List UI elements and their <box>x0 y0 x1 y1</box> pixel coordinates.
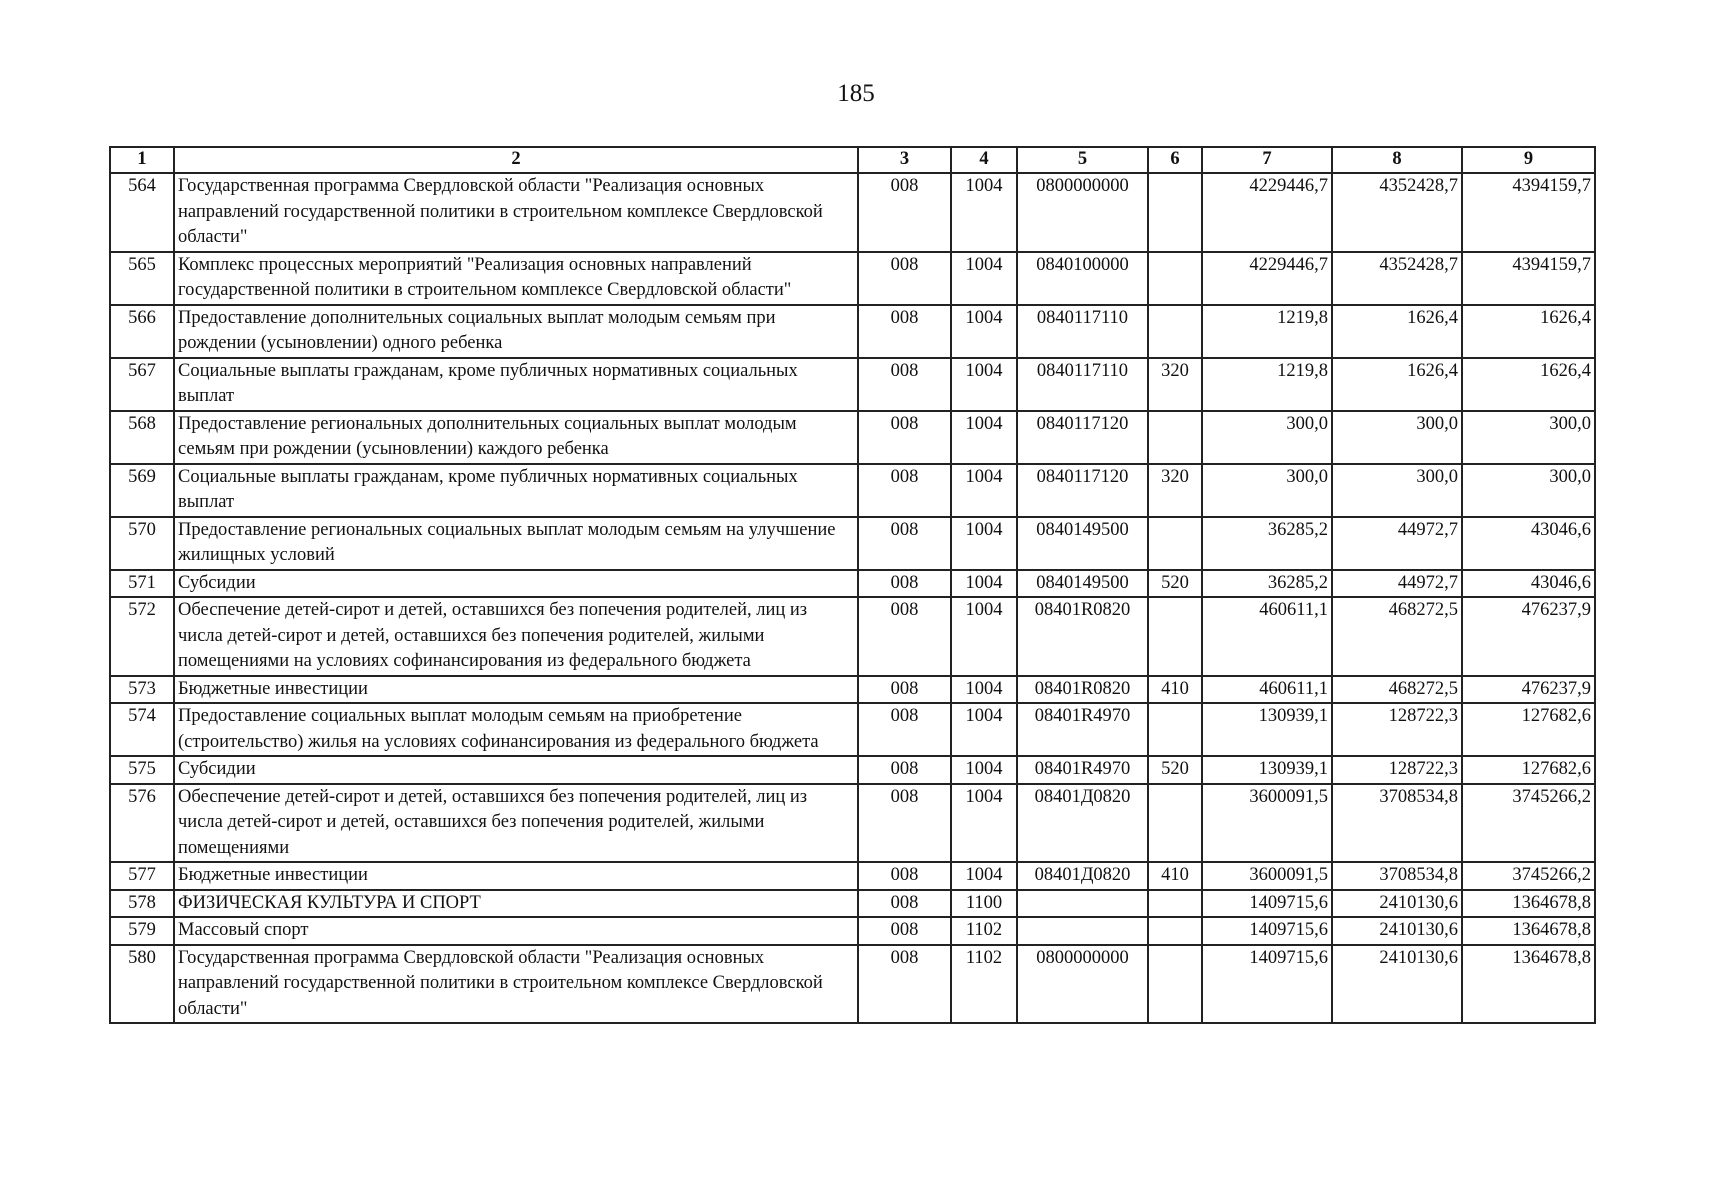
row-name-cell: Социальные выплаты гражданам, кроме публичных нормативных социальных выплат <box>174 358 858 411</box>
header-cell: 1 <box>110 147 174 173</box>
table-row <box>110 917 1595 945</box>
row-number-cell: 578 <box>110 890 174 918</box>
section-code-cell: 1004 <box>951 676 1017 704</box>
section-code-cell: 1004 <box>951 784 1017 863</box>
amount-cell-year-1: 3600091,5 <box>1202 862 1332 890</box>
amount-cell-year-2: 2410130,6 <box>1332 917 1462 945</box>
row-number-cell: 569 <box>110 464 174 517</box>
row-number-cell: 573 <box>110 676 174 704</box>
expense-type-cell: 410 <box>1148 862 1202 890</box>
header-cell: 2 <box>174 147 858 173</box>
row-number-cell: 574 <box>110 703 174 756</box>
expense-type-cell: 320 <box>1148 358 1202 411</box>
table-row <box>110 676 1595 704</box>
amount-cell-year-1: 1219,8 <box>1202 305 1332 358</box>
amount-cell-year-2: 128722,3 <box>1332 703 1462 756</box>
expense-type-cell <box>1148 703 1202 756</box>
amount-cell-year-2: 44972,7 <box>1332 570 1462 598</box>
expense-type-cell <box>1148 784 1202 863</box>
amount-cell-year-1: 460611,1 <box>1202 597 1332 676</box>
amount-cell-year-3: 1364678,8 <box>1462 917 1595 945</box>
section-code-cell: 1004 <box>951 252 1017 305</box>
expense-type-cell <box>1148 173 1202 252</box>
row-number-cell: 579 <box>110 917 174 945</box>
amount-cell-year-2: 2410130,6 <box>1332 945 1462 1024</box>
target-code-cell <box>1017 890 1148 918</box>
row-name-cell: Субсидии <box>174 756 858 784</box>
row-name-cell: Бюджетные инвестиции <box>174 862 858 890</box>
amount-cell-year-2: 300,0 <box>1332 411 1462 464</box>
ministry-code-cell: 008 <box>858 517 951 570</box>
row-name-cell: Комплекс процессных мероприятий "Реализация основных направлений государственной политики в строительном комплексе Свердловской области" <box>174 252 858 305</box>
row-name-cell: Государственная программа Свердловской области "Реализация основных направлений государственной политики в строительном комплексе Свердловской области" <box>174 945 858 1024</box>
row-number-cell: 564 <box>110 173 174 252</box>
amount-cell-year-3: 476237,9 <box>1462 597 1595 676</box>
amount-cell-year-3: 4394159,7 <box>1462 252 1595 305</box>
target-code-cell: 0840117110 <box>1017 358 1148 411</box>
row-number-cell: 565 <box>110 252 174 305</box>
expense-type-cell <box>1148 252 1202 305</box>
ministry-code-cell: 008 <box>858 358 951 411</box>
table-row <box>110 464 1595 517</box>
section-code-cell: 1004 <box>951 464 1017 517</box>
table-row <box>110 597 1595 676</box>
target-code-cell: 0840100000 <box>1017 252 1148 305</box>
table-row <box>110 756 1595 784</box>
ministry-code-cell: 008 <box>858 464 951 517</box>
row-name-cell: Предоставление дополнительных социальных выплат молодым семьям при рождении (усыновлении) одного ребенка <box>174 305 858 358</box>
target-code-cell: 08401R0820 <box>1017 676 1148 704</box>
row-number-cell: 570 <box>110 517 174 570</box>
section-code-cell: 1102 <box>951 917 1017 945</box>
row-number-cell: 572 <box>110 597 174 676</box>
amount-cell-year-2: 44972,7 <box>1332 517 1462 570</box>
ministry-code-cell: 008 <box>858 703 951 756</box>
ministry-code-cell: 008 <box>858 862 951 890</box>
section-code-cell: 1004 <box>951 756 1017 784</box>
header-cell: 6 <box>1148 147 1202 173</box>
ministry-code-cell: 008 <box>858 305 951 358</box>
amount-cell-year-2: 468272,5 <box>1332 676 1462 704</box>
target-code-cell: 0840149500 <box>1017 517 1148 570</box>
amount-cell-year-2: 3708534,8 <box>1332 862 1462 890</box>
ministry-code-cell: 008 <box>858 411 951 464</box>
section-code-cell: 1100 <box>951 890 1017 918</box>
section-code-cell: 1004 <box>951 597 1017 676</box>
amount-cell-year-2: 128722,3 <box>1332 756 1462 784</box>
amount-cell-year-3: 3745266,2 <box>1462 784 1595 863</box>
amount-cell-year-1: 36285,2 <box>1202 570 1332 598</box>
ministry-code-cell: 008 <box>858 252 951 305</box>
table-row <box>110 252 1595 305</box>
table-row <box>110 862 1595 890</box>
row-name-cell: Субсидии <box>174 570 858 598</box>
ministry-code-cell: 008 <box>858 676 951 704</box>
expense-type-cell <box>1148 411 1202 464</box>
ministry-code-cell: 008 <box>858 173 951 252</box>
table-row <box>110 890 1595 918</box>
row-name-cell: Предоставление социальных выплат молодым семьям на приобретение (строительство) жилья на условиях софинансирования из федерального бюджета <box>174 703 858 756</box>
target-code-cell: 0840117120 <box>1017 464 1148 517</box>
row-name-cell: Предоставление региональных социальных выплат молодым семьям на улучшение жилищных условий <box>174 517 858 570</box>
amount-cell-year-2: 300,0 <box>1332 464 1462 517</box>
amount-cell-year-3: 476237,9 <box>1462 676 1595 704</box>
target-code-cell: 0840117120 <box>1017 411 1148 464</box>
expense-type-cell <box>1148 917 1202 945</box>
header-cell: 7 <box>1202 147 1332 173</box>
amount-cell-year-3: 4394159,7 <box>1462 173 1595 252</box>
amount-cell-year-3: 300,0 <box>1462 411 1595 464</box>
amount-cell-year-3: 3745266,2 <box>1462 862 1595 890</box>
section-code-cell: 1004 <box>951 517 1017 570</box>
section-code-cell: 1102 <box>951 945 1017 1024</box>
section-code-cell: 1004 <box>951 173 1017 252</box>
expense-type-cell: 410 <box>1148 676 1202 704</box>
row-number-cell: 576 <box>110 784 174 863</box>
amount-cell-year-2: 4352428,7 <box>1332 252 1462 305</box>
amount-cell-year-1: 4229446,7 <box>1202 252 1332 305</box>
table-row <box>110 784 1595 863</box>
table-row <box>110 411 1595 464</box>
row-number-cell: 568 <box>110 411 174 464</box>
amount-cell-year-2: 4352428,7 <box>1332 173 1462 252</box>
section-code-cell: 1004 <box>951 411 1017 464</box>
ministry-code-cell: 008 <box>858 917 951 945</box>
section-code-cell: 1004 <box>951 703 1017 756</box>
ministry-code-cell: 008 <box>858 784 951 863</box>
target-code-cell: 0840149500 <box>1017 570 1148 598</box>
header-cell: 4 <box>951 147 1017 173</box>
amount-cell-year-1: 1409715,6 <box>1202 917 1332 945</box>
amount-cell-year-1: 300,0 <box>1202 411 1332 464</box>
amount-cell-year-1: 130939,1 <box>1202 756 1332 784</box>
row-number-cell: 567 <box>110 358 174 411</box>
header-cell: 3 <box>858 147 951 173</box>
row-name-cell: Государственная программа Свердловской области "Реализация основных направлений государственной политики в строительном комплексе Свердловской области" <box>174 173 858 252</box>
amount-cell-year-3: 127682,6 <box>1462 756 1595 784</box>
row-name-cell: Предоставление региональных дополнительных социальных выплат молодым семьям при рождении (усыновлении) каждого ребенка <box>174 411 858 464</box>
header-cell: 8 <box>1332 147 1462 173</box>
row-name-cell: ФИЗИЧЕСКАЯ КУЛЬТУРА И СПОРТ <box>174 890 858 918</box>
ministry-code-cell: 008 <box>858 597 951 676</box>
header-row <box>110 147 1595 173</box>
row-number-cell: 577 <box>110 862 174 890</box>
table-row <box>110 305 1595 358</box>
target-code-cell: 08401Д0820 <box>1017 784 1148 863</box>
amount-cell-year-1: 1409715,6 <box>1202 945 1332 1024</box>
target-code-cell: 08401R4970 <box>1017 756 1148 784</box>
amount-cell-year-3: 43046,6 <box>1462 570 1595 598</box>
amount-cell-year-1: 300,0 <box>1202 464 1332 517</box>
row-name-cell: Массовый спорт <box>174 917 858 945</box>
ministry-code-cell: 008 <box>858 570 951 598</box>
header-cell: 5 <box>1017 147 1148 173</box>
amount-cell-year-1: 1409715,6 <box>1202 890 1332 918</box>
target-code-cell: 08401R0820 <box>1017 597 1148 676</box>
section-code-cell: 1004 <box>951 305 1017 358</box>
table-row <box>110 517 1595 570</box>
row-name-cell: Социальные выплаты гражданам, кроме публичных нормативных социальных выплат <box>174 464 858 517</box>
target-code-cell: 08401R4970 <box>1017 703 1148 756</box>
target-code-cell: 0800000000 <box>1017 173 1148 252</box>
row-name-cell: Обеспечение детей-сирот и детей, оставшихся без попечения родителей, лиц из числа детей-сирот и детей, оставшихся без попечения родителей, жилыми помещениями <box>174 784 858 863</box>
section-code-cell: 1004 <box>951 570 1017 598</box>
amount-cell-year-1: 460611,1 <box>1202 676 1332 704</box>
row-number-cell: 571 <box>110 570 174 598</box>
target-code-cell: 0840117110 <box>1017 305 1148 358</box>
header-cell: 9 <box>1462 147 1595 173</box>
amount-cell-year-3: 1364678,8 <box>1462 945 1595 1024</box>
expense-type-cell <box>1148 597 1202 676</box>
table-body <box>110 173 1595 1023</box>
amount-cell-year-1: 36285,2 <box>1202 517 1332 570</box>
amount-cell-year-2: 2410130,6 <box>1332 890 1462 918</box>
table-row <box>110 358 1595 411</box>
row-number-cell: 580 <box>110 945 174 1024</box>
expense-type-cell: 520 <box>1148 756 1202 784</box>
amount-cell-year-3: 1626,4 <box>1462 358 1595 411</box>
amount-cell-year-1: 3600091,5 <box>1202 784 1332 863</box>
amount-cell-year-3: 300,0 <box>1462 464 1595 517</box>
amount-cell-year-3: 127682,6 <box>1462 703 1595 756</box>
expense-type-cell <box>1148 517 1202 570</box>
row-name-cell: Обеспечение детей-сирот и детей, оставшихся без попечения родителей, лиц из числа детей-сирот и детей, оставшихся без попечения родителей, жилыми помещениями на условиях софинансирования из федерального бюджета <box>174 597 858 676</box>
amount-cell-year-3: 1626,4 <box>1462 305 1595 358</box>
table-row <box>110 570 1595 598</box>
amount-cell-year-2: 1626,4 <box>1332 358 1462 411</box>
expense-type-cell <box>1148 305 1202 358</box>
ministry-code-cell: 008 <box>858 945 951 1024</box>
amount-cell-year-2: 468272,5 <box>1332 597 1462 676</box>
target-code-cell: 08401Д0820 <box>1017 862 1148 890</box>
expense-type-cell: 320 <box>1148 464 1202 517</box>
row-name-cell: Бюджетные инвестиции <box>174 676 858 704</box>
amount-cell-year-1: 4229446,7 <box>1202 173 1332 252</box>
target-code-cell <box>1017 917 1148 945</box>
section-code-cell: 1004 <box>951 862 1017 890</box>
expense-type-cell <box>1148 945 1202 1024</box>
amount-cell-year-2: 3708534,8 <box>1332 784 1462 863</box>
row-number-cell: 566 <box>110 305 174 358</box>
table-row <box>110 945 1595 1024</box>
amount-cell-year-2: 1626,4 <box>1332 305 1462 358</box>
table-row <box>110 703 1595 756</box>
table-header <box>110 147 1595 173</box>
expense-type-cell <box>1148 890 1202 918</box>
amount-cell-year-1: 1219,8 <box>1202 358 1332 411</box>
page-number: 185 <box>837 80 875 107</box>
ministry-code-cell: 008 <box>858 756 951 784</box>
amount-cell-year-1: 130939,1 <box>1202 703 1332 756</box>
target-code-cell: 0800000000 <box>1017 945 1148 1024</box>
budget-table <box>109 146 1596 1024</box>
row-number-cell: 575 <box>110 756 174 784</box>
expense-type-cell: 520 <box>1148 570 1202 598</box>
amount-cell-year-3: 1364678,8 <box>1462 890 1595 918</box>
amount-cell-year-3: 43046,6 <box>1462 517 1595 570</box>
ministry-code-cell: 008 <box>858 890 951 918</box>
section-code-cell: 1004 <box>951 358 1017 411</box>
table-row <box>110 173 1595 252</box>
